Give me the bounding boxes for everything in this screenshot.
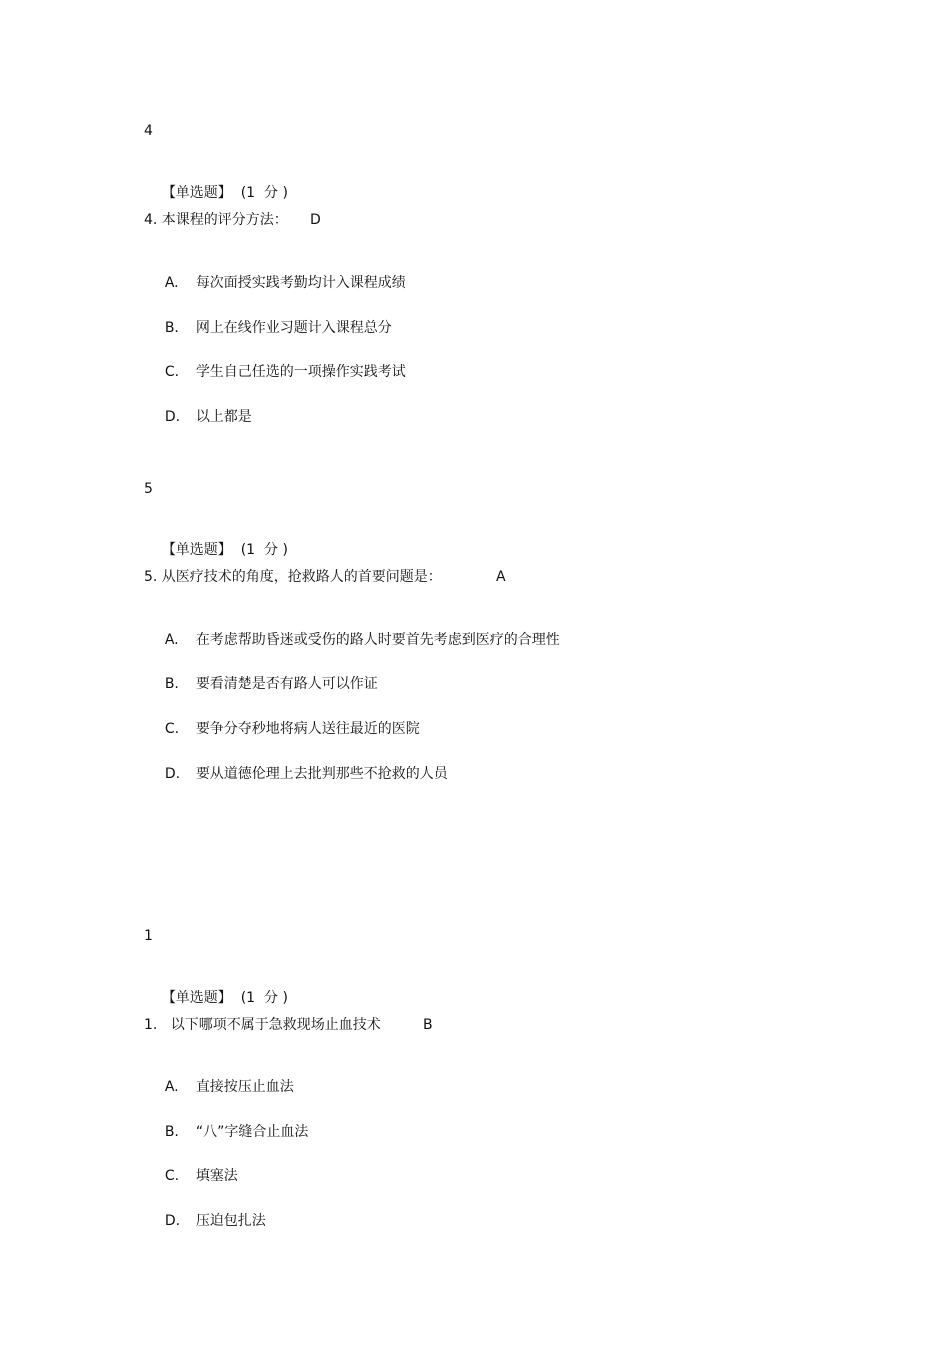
- question-number: 1: [144, 928, 153, 944]
- option-text: 填塞法: [195, 1168, 238, 1184]
- question-answer: D: [310, 212, 321, 228]
- option-text: 直接按压止血法: [195, 1079, 294, 1095]
- question-stem: 5. 从医疗技术的角度，抢救路人的首要问题是：: [144, 569, 442, 585]
- question-type-label: 【单选题】: [161, 990, 232, 1006]
- question-answer: A: [496, 569, 506, 585]
- option-text: 在考虑帮助昏迷或受伤的路人时要首先考虑到医疗的合理性: [195, 632, 560, 648]
- option-letter: D.: [164, 1213, 181, 1229]
- question-score-label: (1 分 ): [240, 542, 288, 558]
- question-number: 5: [144, 481, 153, 497]
- option-letter: B.: [164, 320, 179, 336]
- option-letter: D.: [164, 409, 181, 425]
- question-stem: 4. 本课程的评分方法：: [144, 212, 288, 228]
- option-letter: C.: [164, 364, 180, 380]
- option-letter: B.: [164, 676, 179, 692]
- option-item: [147, 1194, 266, 1248]
- option-letter: B.: [164, 1124, 179, 1140]
- question-answer: B: [423, 1017, 433, 1033]
- option-letter: D.: [164, 766, 181, 782]
- option-text: 要从道德伦理上去批判那些不抢救的人员: [195, 766, 448, 782]
- option-text: 每次面授实践考勤均计入课程成绩: [195, 275, 406, 291]
- option-item: [147, 747, 448, 801]
- question-score-label: (1 分 ): [240, 990, 288, 1006]
- option-text: 要看清楚是否有路人可以作证: [195, 676, 378, 692]
- question-number: 4: [144, 123, 153, 139]
- option-text: “八”字缝合止血法: [195, 1124, 309, 1140]
- option-text: 压迫包扎法: [195, 1213, 266, 1229]
- option-letter: A.: [164, 632, 179, 648]
- question-type-label: 【单选题】: [161, 542, 232, 558]
- question-stem: 1. 以下哪项不属于急救现场止血技术: [144, 1017, 381, 1033]
- question-score-label: (1 分 ): [240, 185, 288, 201]
- option-letter: C.: [164, 1168, 180, 1184]
- option-letter: A.: [164, 275, 179, 291]
- option-text: 学生自己任选的一项操作实践考试: [195, 364, 406, 380]
- option-text: 要争分夺秒地将病人送往最近的医院: [195, 721, 420, 737]
- option-text: 以上都是: [195, 409, 252, 425]
- option-letter: A.: [164, 1079, 179, 1095]
- option-item: [147, 390, 252, 444]
- option-text: 网上在线作业习题计入课程总分: [195, 320, 392, 336]
- option-letter: C.: [164, 721, 180, 737]
- question-type-label: 【单选题】: [161, 185, 232, 201]
